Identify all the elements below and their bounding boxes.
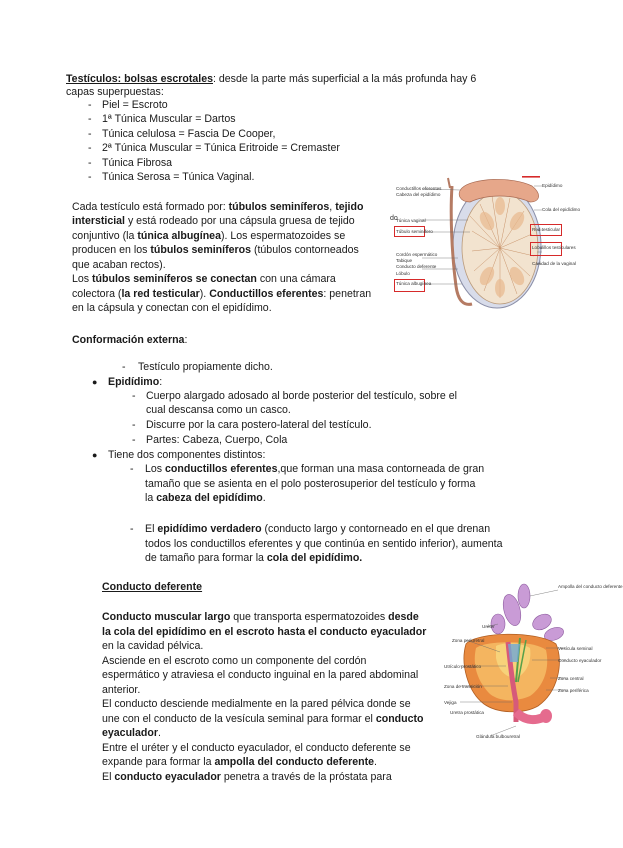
- fig2-label: Conducto eyaculador: [558, 658, 602, 663]
- fig2-label: Uretra prostática: [450, 710, 484, 715]
- fig1-label: Túnica albugínea: [396, 281, 432, 286]
- fig2-label: Zona periférica: [558, 688, 589, 693]
- fig2-label: Vejiga: [444, 700, 457, 705]
- components-label: Tiene dos componentes distintos:: [108, 449, 266, 461]
- fig2-label: Uréter: [482, 624, 495, 629]
- fig2-label: Glándula bulbouretral: [476, 734, 520, 739]
- title-line2: capas superpuestas:: [66, 86, 164, 98]
- list-item: 1ª Túnica Muscular = Dartos: [102, 113, 236, 125]
- fig1-label: Cordón espermático: [396, 252, 438, 257]
- fig1-label: Red testicular: [532, 227, 561, 232]
- fig2-label: Vesícula seminal: [558, 646, 593, 651]
- prostate-figure: [444, 582, 623, 742]
- fig1-side-label: do: [390, 215, 398, 222]
- fig1-label: Conducto deferente: [396, 264, 437, 269]
- fig2-label: Zona de transición: [444, 684, 482, 689]
- fig1-label: Tabique: [396, 258, 413, 263]
- epididimo-label: Epidídimo: [108, 376, 160, 388]
- doc-title: Testículos: bolsas escrotales: [66, 73, 213, 85]
- fig1-label: Lóbulo: [396, 271, 410, 276]
- testis-figure: [390, 176, 581, 318]
- list-item: Túnica Serosa = Túnica Vaginal.: [102, 171, 255, 183]
- list-item: Partes: Cabeza, Cuerpo, Cola: [146, 434, 288, 446]
- fig1-label: Cavidad de la vaginal: [532, 261, 576, 266]
- list-item: cual descansa como un casco.: [146, 404, 291, 416]
- fig1-label: Túnica vaginal: [396, 218, 426, 223]
- list-item: 2ª Túnica Muscular = Túnica Eritroide = Cremaster: [102, 142, 340, 154]
- conf-heading: Conformación externa: [72, 334, 185, 346]
- fig1-label: Túbulo seminífero: [396, 229, 433, 234]
- fig1-label: Cabeza del epidídimo: [396, 192, 441, 197]
- list-item: Cuerpo alargado adosado al borde posterior del testículo, sobre el: [146, 390, 457, 402]
- fig2-label: Ampolla del conducto deferente: [558, 584, 623, 589]
- fig2-label: Zona central: [558, 676, 584, 681]
- fig2-label: Zona periuretral: [452, 638, 485, 643]
- fig1-label: Conductillos eferentes: [396, 186, 442, 191]
- cd-heading: Conducto deferente: [102, 581, 203, 593]
- title-rest: : desde la parte más superficial a la más profunda hay 6: [213, 73, 477, 85]
- list-item: Túnica Fibrosa: [102, 157, 173, 169]
- list-item: Piel = Escroto: [102, 99, 168, 111]
- fig1-label: Epidídimo: [542, 183, 563, 188]
- testiculo-item: Testículo propiamente dicho.: [138, 361, 273, 373]
- list-item: Discurre por la cara postero-lateral del testículo.: [146, 419, 372, 431]
- fig2-label: Utrículo prostático: [444, 664, 482, 669]
- fig1-label: Lobulillos testiculares: [532, 245, 576, 250]
- fig1-label: Cola del epidídimo: [542, 207, 581, 212]
- list-item: Túnica celulosa = Fascia De Cooper,: [102, 128, 276, 140]
